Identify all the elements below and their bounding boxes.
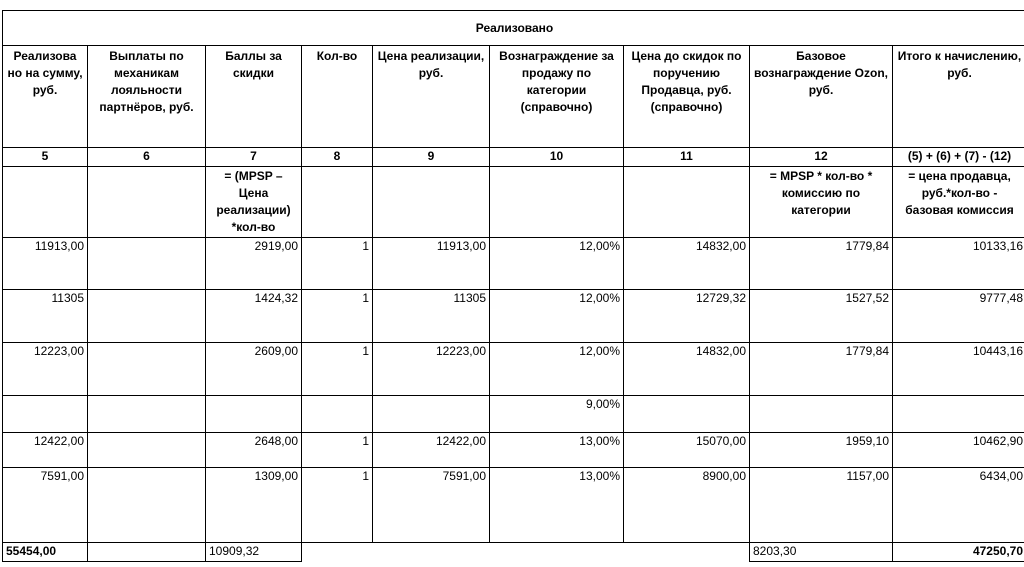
table-row xyxy=(3,468,1024,543)
column-number: 10 xyxy=(490,148,624,167)
table-cell: 10462,90 xyxy=(893,433,1024,468)
table-row xyxy=(3,238,1024,290)
header-cell: Цена реализации, руб. xyxy=(373,46,490,148)
table-cell: 1959,10 xyxy=(750,433,893,468)
total-sum: 55454,00 xyxy=(3,543,88,562)
formula-cell xyxy=(373,167,490,238)
table-cell xyxy=(302,396,373,433)
table-cell xyxy=(624,396,750,433)
table-cell: 9,00% xyxy=(490,396,624,433)
header-cell: Вознаграждение за продажу по категории (справочно) xyxy=(490,46,624,148)
table-row xyxy=(3,343,1024,396)
table-cell: 12422,00 xyxy=(3,433,88,468)
table-cell: 7591,00 xyxy=(373,468,490,543)
totals-row xyxy=(3,543,1024,562)
formula-cell: = (MPSP – Цена реализации) *кол-во xyxy=(206,167,302,238)
table-cell xyxy=(88,396,206,433)
header-cell: Цена до скидок по поручению Продавца, руб. (справочно) xyxy=(624,46,750,148)
column-number: 11 xyxy=(624,148,750,167)
table-cell: 1779,84 xyxy=(750,238,893,290)
header-cell: Кол-во xyxy=(302,46,373,148)
column-number: 8 xyxy=(302,148,373,167)
table-cell: 8900,00 xyxy=(624,468,750,543)
table-row xyxy=(3,433,1024,468)
table-cell: 10443,16 xyxy=(893,343,1024,396)
total-points: 10909,32 xyxy=(206,543,302,562)
table-cell: 14832,00 xyxy=(624,238,750,290)
table-cell: 1309,00 xyxy=(206,468,302,543)
formula-cell xyxy=(302,167,373,238)
table-cell: 11305 xyxy=(373,290,490,343)
header-cell: Итого к начислению, руб. xyxy=(893,46,1024,148)
table-cell: 1 xyxy=(302,433,373,468)
column-number: 7 xyxy=(206,148,302,167)
table-cell: 13,00% xyxy=(490,468,624,543)
header-cell: Выплаты по механикам лояльности партнёров, руб. xyxy=(88,46,206,148)
formula-cell: = MPSP * кол-во * комиссию по категории xyxy=(750,167,893,238)
table-cell xyxy=(373,396,490,433)
table-cell xyxy=(893,396,1024,433)
column-number: 9 xyxy=(373,148,490,167)
table-cell xyxy=(88,433,206,468)
table-cell xyxy=(206,396,302,433)
table-cell xyxy=(88,238,206,290)
column-number: 5 xyxy=(3,148,88,167)
table-cell xyxy=(88,468,206,543)
formula-cell xyxy=(88,167,206,238)
total-accrued: 47250,70 xyxy=(893,543,1024,562)
table-cell: 1 xyxy=(302,290,373,343)
table-cell: 1779,84 xyxy=(750,343,893,396)
formula-cell xyxy=(3,167,88,238)
table-cell: 2919,00 xyxy=(206,238,302,290)
table-cell: 10133,16 xyxy=(893,238,1024,290)
table-cell: 12,00% xyxy=(490,238,624,290)
table-cell xyxy=(750,396,893,433)
table-cell: 15070,00 xyxy=(624,433,750,468)
table-cell: 14832,00 xyxy=(624,343,750,396)
table-cell: 11913,00 xyxy=(373,238,490,290)
table-cell: 1424,32 xyxy=(206,290,302,343)
header-cell: Баллы за скидки xyxy=(206,46,302,148)
table-cell: 2609,00 xyxy=(206,343,302,396)
table-cell: 12729,32 xyxy=(624,290,750,343)
table-cell: 12,00% xyxy=(490,343,624,396)
formula-cell xyxy=(624,167,750,238)
column-number: 12 xyxy=(750,148,893,167)
table-cell: 11913,00 xyxy=(3,238,88,290)
table-cell: 1157,00 xyxy=(750,468,893,543)
header-cell: Базовое вознаграждение Ozon, руб. xyxy=(750,46,893,148)
empty-cell xyxy=(302,543,750,562)
table-cell: 12,00% xyxy=(490,290,624,343)
table-cell: 1 xyxy=(302,238,373,290)
table-cell: 1527,52 xyxy=(750,290,893,343)
table-cell: 7591,00 xyxy=(3,468,88,543)
table-title: Реализовано xyxy=(3,11,1024,46)
table-cell: 6434,00 xyxy=(893,468,1024,543)
column-number: (5) + (6) + (7) - (12) xyxy=(893,148,1024,167)
column-number: 6 xyxy=(88,148,206,167)
sales-report-table xyxy=(2,10,1024,562)
table-cell xyxy=(88,343,206,396)
table-cell: 12223,00 xyxy=(3,343,88,396)
table-cell xyxy=(88,543,206,562)
table-cell xyxy=(3,396,88,433)
formula-cell xyxy=(490,167,624,238)
table-row xyxy=(3,290,1024,343)
table-cell: 13,00% xyxy=(490,433,624,468)
table-row xyxy=(3,396,1024,433)
total-base-reward: 8203,30 xyxy=(750,543,893,562)
table-cell: 11305 xyxy=(3,290,88,343)
table-cell: 9777,48 xyxy=(893,290,1024,343)
table-cell xyxy=(88,290,206,343)
table-cell: 12223,00 xyxy=(373,343,490,396)
table-cell: 12422,00 xyxy=(373,433,490,468)
table-cell: 1 xyxy=(302,343,373,396)
table-cell: 1 xyxy=(302,468,373,543)
table-cell: 2648,00 xyxy=(206,433,302,468)
header-cell: Реализова но на сумму, руб. xyxy=(3,46,88,148)
formula-cell: = цена продавца, руб.*кол-во - базовая комиссия xyxy=(893,167,1024,238)
